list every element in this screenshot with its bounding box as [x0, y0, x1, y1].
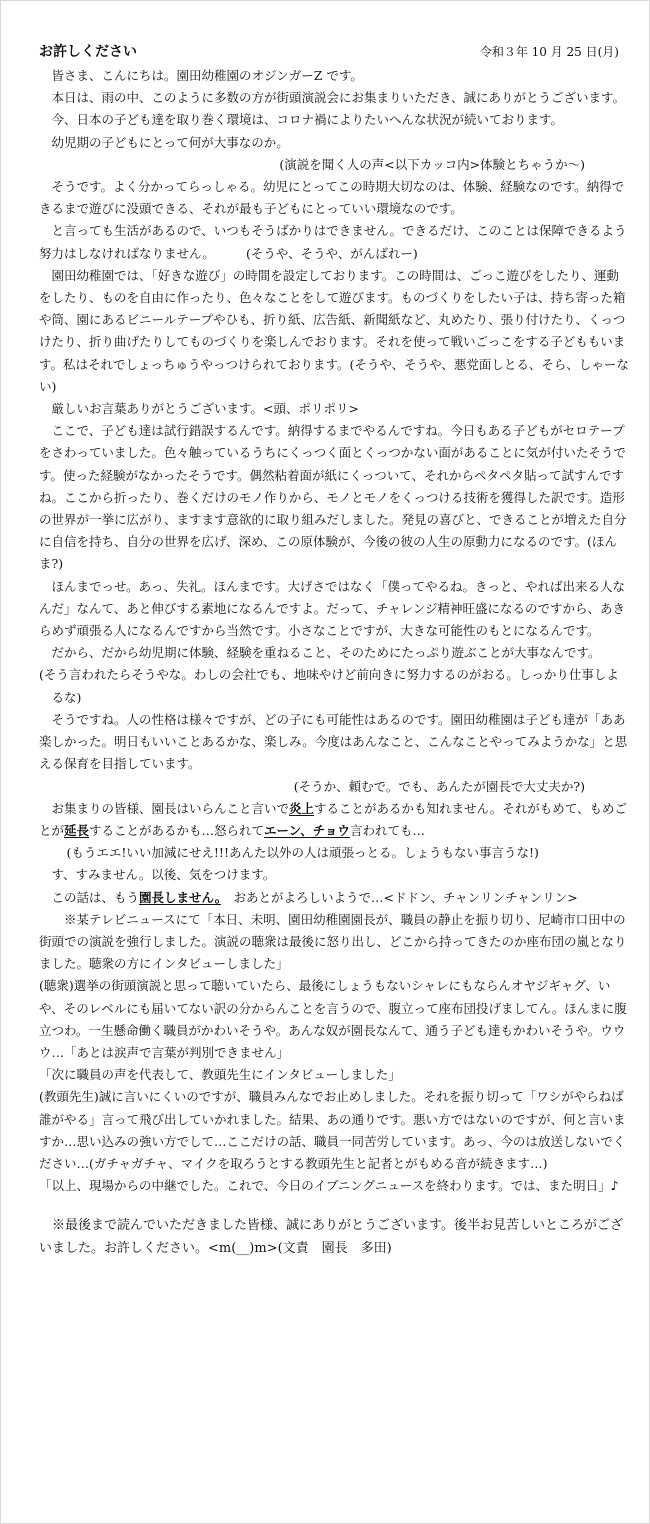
audience-voice: (もうエエ!いい加減にせえ!!!あんた以外の人は頑張っとる。しょうもない事言うな!) — [66, 845, 539, 861]
pun-text: することがあるかも知れません。それがもめて、もめごとが — [39, 800, 628, 838]
paragraph-situation: 今、日本の子ども達を取り巻く環境は、コロナ禍によりたいへんな状況が続いております。 — [51, 112, 564, 128]
paragraph-audience-interview: (聴衆)選挙の街頭演説と思って聴いていたら、最後にしょうもないシャレにもならんオヤジギャグ、いや、そのレベルにも届いてない訳の分からんことを言うので、腹立って座布団投げましてん。ほんまに腹立つわ。一生懸命働く職員がかわいそうや。あんな奴が園長なんて、通う子ども達もかわいそうや。ウウウ…「あとは涙声で言葉が判別できません」 — [39, 978, 627, 1060]
paragraph-trial-error: ここで、子ども達は試行錯誤するんです。納得するまでやるんですね。今日もある子どもがセロテープをさわっていました。色々触っているうちにくっつく面とくっつかない面があることに気が付いたそうです。使った経験がなかったそうです。偶然粘着面が紙にくっついて、それからペタペタ貼って試すんですね。ここから折ったり、巻くだけのモノ作りから、モノとモノをくっつける技術を獲得した訳です。造形の世界が一挙に広がり、ますます意欲的に取り組みだしました。発見の喜びと、できることが増えた自分に自信を持ち、自分の世界を広げ、深め、この原体験が、今後の彼の人生の原動力になるのです。(ほんま?) — [39, 423, 627, 572]
paragraph-thanks-words: 厳しいお言葉ありがとうございます。<頭、ポリポリ> — [51, 401, 359, 417]
letter-date: 令和３年 10 月 25 日(月) — [479, 45, 619, 59]
letter-title: お許しください — [39, 44, 137, 60]
audience-voice: (演説を聞く人の声<以下カッコ内>体験とちゃうか〜) — [279, 156, 585, 172]
paragraph-tv-news: ※某テレビニュースにて「本日、未明、園田幼稚園園長が、職員の静止を振り切り、尼崎市口田中の街頭での演説を強行しました。演説の聴衆は最後に怒り出し、どこから持ってきたのか座布団の嵐となりました。聴衆の方にインタビューしました」 — [39, 911, 627, 972]
audience-voice: (そうか、頼むで。でも、あんたが園長で大丈夫か?) — [293, 778, 585, 794]
paragraph-vice-principal: (教頭先生)誠に言いにくいのですが、職員みんなでお止めしました。それを振り切って「ワシがやらねば誰がやる」言って飛び出していかれました。結果、あの通りです。悪い方ではないのですが、何と言いますか…思い込みの強い方でして…ここだけの話、職員一同苦労しています。あっ、今のは放送しないでください…(ガチャガチャ、マイクを取ろうとする教頭先生と記者とがもめる音が続きます…) — [39, 1089, 626, 1171]
paragraph-really: ほんまでっせ。あっ、失礼。ほんまです。大げさではなく「僕ってやるね。きっと、やれば出来る人なんだ」なんて、あと伸びする素地になるんですよ。だって、チャレンジ精神旺盛になるのですから、あきらめず頑張る人になるんですから当然です。小さなことですが、大きな可能性のもとになるんです。 — [39, 578, 626, 639]
pun-text: 言われても… — [349, 822, 425, 838]
paragraph-next-interview: 「次に職員の声を代表して、教頭先生にインタビューしました」 — [39, 1067, 401, 1083]
spacer — [39, 1197, 629, 1215]
paragraph-apology: す、すみません。以後、気をつけます。 — [51, 867, 276, 883]
paragraph-experience: そうです。よく分かってらっしゃる。幼児にとってこの時期大切なのは、体験、経験なのです。納得できるまで遊びに没頭できる、それが最も子どもにとっていい環境なのです。 — [39, 179, 625, 217]
punchline-text: この話は、もう — [51, 889, 140, 905]
letter-header — [39, 41, 629, 65]
paragraph-potential: そうですね。人の性格は様々ですが、どの子にも可能性はあるのです。園田幼稚園は子ども達が「ああ楽しかった。明日もいいことあるかな、楽しみ。今度はあんなこと、こんなことやってみようかな」と思える保育を目指しています。 — [39, 711, 628, 772]
pun-text: することがあるかも…怒られて — [89, 822, 265, 838]
punchline-emphasis: 園長しません。 — [139, 889, 222, 905]
paragraph-conclusion: だから、だから幼児期に体験、経験を重ねること、そのためにたっぷり遊ぶことが大事なんです。 — [51, 645, 601, 661]
paragraph-greeting: 皆さま、こんにちは。園田幼稚園のオジンガーZ です。 — [51, 68, 363, 83]
paragraph-pun — [39, 798, 629, 842]
punchline-text: おあとがよろしいようで…<ドドン、チャンリンチャンリン> — [221, 889, 578, 905]
pun-emphasis: エーン、チョウ — [264, 822, 350, 838]
audience-voice: (そう言われたらそうやな。わしの会社でも、地味やけど前向きに努力するのがおる。しっかり仕事しよるな) — [39, 667, 619, 705]
pun-emphasis: 延長 — [64, 822, 90, 838]
paragraph-footnote: ※最後まで読んでいただきました皆様、誠にありがとうございます。後半お見苦しいところがございました。お許しください。<m(__)m>(文責 園長 多田) — [39, 1218, 623, 1256]
paragraph-punchline — [39, 887, 629, 909]
paragraph-question: 幼児期の子どもにとって何が大事なのか。 — [51, 134, 289, 150]
paragraph-thanks: 本日は、雨の中、このように多数の方が街頭演説会にお集まりいただき、誠にありがとうございます。 — [51, 90, 626, 106]
pun-emphasis: 炎上 — [289, 800, 315, 816]
paragraph-news-close: 「以上、現場からの中継でした。これで、今日のイブニングニュースを終わります。では、また明日」♪ — [39, 1178, 619, 1194]
pun-text: お集まりの皆様、園長はいらんこと言いで — [51, 800, 290, 816]
paragraph-guarantee: と言っても生活があるので、いつもそうばかりはできません。できるだけ、このことは保障できるよう努力はしなければなりません。 (そうや、そうや、がんばれー) — [39, 223, 627, 261]
paragraph-free-play: 園田幼稚園では、「好きな遊び」の時間を設定しております。この時間は、ごっこ遊びをしたり、運動をしたり、ものを自由に作ったり、色々なことをして遊びます。ものづくりをしたい子は、持ち寄った箱や筒、園にあるビニールテープやひも、折り紙、広告紙、新聞紙など、丸めたり、張り付けたり、くっつけたり、折り曲げたりしてものづくりを楽しんでおります。それを使って戦いごっこをする子どももいます。私はそれでしょっちゅうやっつけられております。(そうや、そうや、悪党面しとる、そら、しゃーない) — [39, 267, 629, 394]
